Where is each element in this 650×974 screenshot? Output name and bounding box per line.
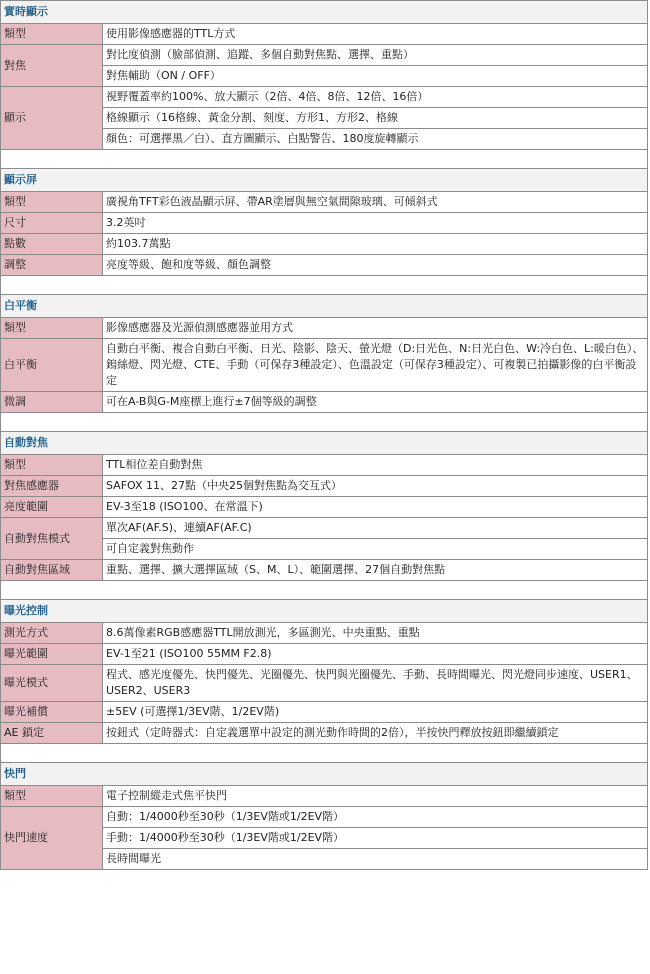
section-title: 顯示屏 [1, 169, 648, 192]
spec-label: 類型 [1, 455, 103, 476]
section-title: 白平衡 [1, 295, 648, 318]
spec-value: 程式、感光度優先、快門優先、光圈優先、快門與光圈優先、手動、長時間曝光、閃光燈同步速度、USER1、USER2、USER3 [103, 665, 648, 702]
section-header-row [1, 1, 648, 24]
spec-row [1, 234, 648, 255]
spec-row [1, 623, 648, 644]
spec-label: 亮度範圍 [1, 497, 103, 518]
spec-value: 影像感應器及光源偵測感應器並用方式 [103, 318, 648, 339]
spec-label: 點數 [1, 234, 103, 255]
section-header-row [1, 169, 648, 192]
section-gap-cell [1, 276, 648, 295]
spec-value: 顏色：可選擇黑／白）、直方圖顯示、白點警告、180度旋轉顯示 [103, 129, 648, 150]
spec-row [1, 723, 648, 744]
section-title: 自動對焦 [1, 432, 648, 455]
spec-row [1, 392, 648, 413]
spec-value: 自動白平衡、複合自動白平衡、日光、陰影、陰天、螢光燈（D:日光色、N:日光白色、W:冷白色、L:暖白色）、鎢絲燈、閃光燈、CTE、手動（可保存3種設定）、色溫設定（可保存3種設定）、可複製已拍攝影像的白平衡設定 [103, 339, 648, 392]
spec-row [1, 644, 648, 665]
section-gap [1, 276, 648, 295]
spec-label: 類型 [1, 24, 103, 45]
spec-label: 自動對焦模式 [1, 518, 103, 560]
section-gap-cell [1, 413, 648, 432]
section-gap-cell [1, 150, 648, 169]
section-gap [1, 413, 648, 432]
spec-label: 類型 [1, 192, 103, 213]
spec-label: 類型 [1, 786, 103, 807]
spec-value: 視野覆蓋率約100%、放大顯示（2倍、4倍、8倍、12倍、16倍） [103, 87, 648, 108]
spec-label: 曝光模式 [1, 665, 103, 702]
spec-label: 對焦感應器 [1, 476, 103, 497]
spec-label: 顯示 [1, 87, 103, 150]
spec-row [1, 518, 648, 539]
spec-label: 曝光補償 [1, 702, 103, 723]
spec-value: 自動：1/4000秒至30秒（1/3EV階或1/2EV階） [103, 807, 648, 828]
spec-row [1, 702, 648, 723]
spec-value: 手動：1/4000秒至30秒（1/3EV階或1/2EV階） [103, 828, 648, 849]
spec-value: SAFOX 11、27點（中央25個對焦點為交互式） [103, 476, 648, 497]
section-gap [1, 581, 648, 600]
section-header-row [1, 763, 648, 786]
spec-value: TTL相位差自動對焦 [103, 455, 648, 476]
section-gap [1, 744, 648, 763]
spec-value: 電子控制縱走式焦平快門 [103, 786, 648, 807]
spec-row [1, 318, 648, 339]
section-gap [1, 150, 648, 169]
spec-label: 測光方式 [1, 623, 103, 644]
section-title: 曝光控制 [1, 600, 648, 623]
spec-value: 重點、選擇、擴大選擇區域（S、M、L）、範圍選擇、27個自動對焦點 [103, 560, 648, 581]
section-gap-cell [1, 744, 648, 763]
section-header-row [1, 432, 648, 455]
spec-row [1, 665, 648, 702]
spec-value: 可自定義對焦動作 [103, 539, 648, 560]
spec-value: 8.6萬像素RGB感應器TTL開放測光，多區測光、中央重點、重點 [103, 623, 648, 644]
spec-value: 約103.7萬點 [103, 234, 648, 255]
section-gap-cell [1, 581, 648, 600]
spec-label: 自動對焦區域 [1, 560, 103, 581]
spec-value: EV-1至21 (ISO100 55MM F2.8) [103, 644, 648, 665]
section-title: 實時顯示 [1, 1, 648, 24]
spec-row [1, 87, 648, 108]
spec-row [1, 807, 648, 828]
spec-label: 曝光範圍 [1, 644, 103, 665]
section-title: 快門 [1, 763, 648, 786]
spec-row [1, 339, 648, 392]
section-header-row [1, 600, 648, 623]
spec-value: 按鈕式（定時器式：自定義選單中設定的測光動作時間的2倍），半按快門釋放按鈕即繼續鎖定 [103, 723, 648, 744]
spec-value: 使用影像感應器的TTL方式 [103, 24, 648, 45]
spec-value: 對比度偵測（臉部偵測、追蹤、多個自動對焦點、選擇、重點） [103, 45, 648, 66]
spec-row [1, 255, 648, 276]
spec-value: 長時間曝光 [103, 849, 648, 870]
spec-value: 格線顯示（16格線、黃金分割、刻度、方形1、方形2、格線 [103, 108, 648, 129]
spec-label: 微調 [1, 392, 103, 413]
spec-value: 單次AF(AF.S)、連續AF(AF.C) [103, 518, 648, 539]
spec-label: 調整 [1, 255, 103, 276]
spec-value: 廣視角TFT彩色液晶顯示屏、帶AR塗層與無空氣間隙玻璃、可傾斜式 [103, 192, 648, 213]
spec-value: EV-3至18 (ISO100、在常溫下) [103, 497, 648, 518]
spec-label: 白平衡 [1, 339, 103, 392]
spec-value: 可在A-B與G-M座標上進行±7個等級的調整 [103, 392, 648, 413]
spec-row [1, 560, 648, 581]
spec-value: ±5EV (可選擇1/3EV階、1/2EV階) [103, 702, 648, 723]
spec-label: 尺寸 [1, 213, 103, 234]
spec-row [1, 455, 648, 476]
spec-value: 3.2英吋 [103, 213, 648, 234]
spec-label: 對焦 [1, 45, 103, 87]
spec-label: AE 鎖定 [1, 723, 103, 744]
spec-row [1, 192, 648, 213]
spec-value: 對焦輔助（ON / OFF） [103, 66, 648, 87]
spec-row [1, 497, 648, 518]
spec-label: 快門速度 [1, 807, 103, 870]
spec-row [1, 45, 648, 66]
spec-value: 亮度等級、飽和度等級、顏色調整 [103, 255, 648, 276]
spec-label: 類型 [1, 318, 103, 339]
spec-row [1, 24, 648, 45]
spec-row [1, 213, 648, 234]
spec-row [1, 786, 648, 807]
section-header-row [1, 295, 648, 318]
spec-row [1, 476, 648, 497]
